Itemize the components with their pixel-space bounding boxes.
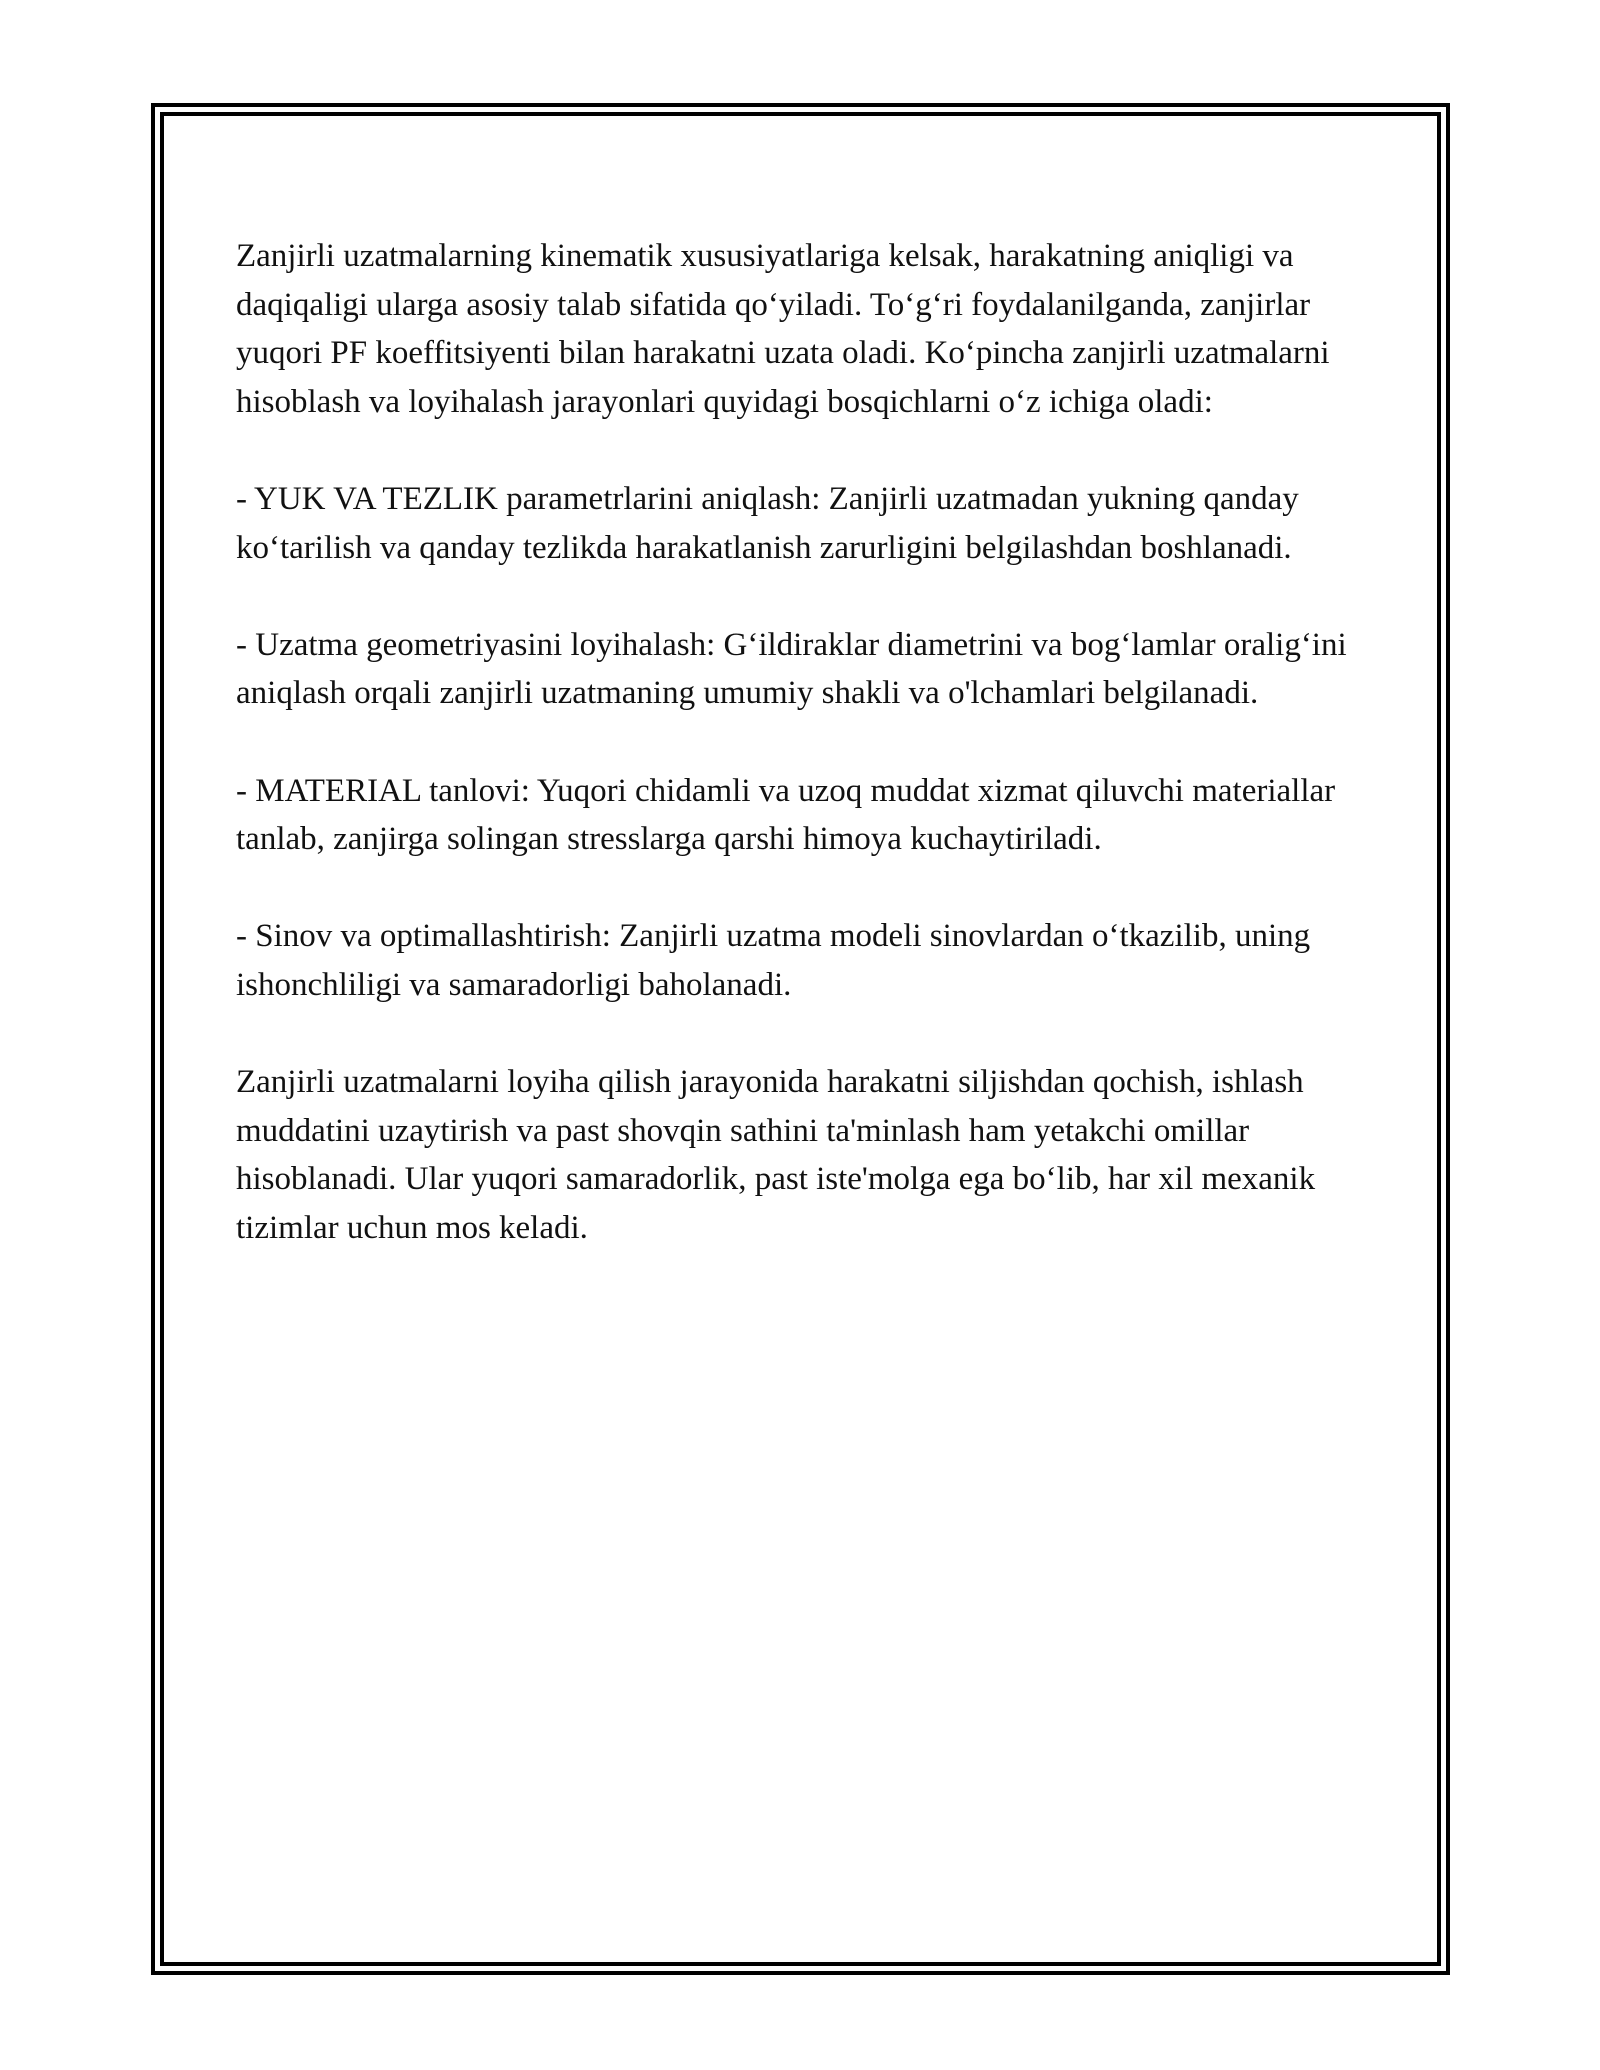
step-load-speed-paragraph: - YUK VA TEZLIK parametrlarini aniqlash: Zanjirli uzatmadan yukning qanday ko‘tarilish va qanday tezlikda harakatlanish zarurligini belgilashdan boshlanadi.	[236, 480, 1299, 566]
step-geometry-paragraph: - Uzatma geometriyasini loyihalash: G‘ildiraklar diametrini va bog‘lamlar oralig‘ini aniqlash orqali zanjirli uzatmaning umumiy shakli va o'lchamlari belgilanadi.	[236, 626, 1347, 712]
document-body	[236, 232, 1386, 1301]
step-testing-paragraph: - Sinov va optimallashtirish: Zanjirli uzatma modeli sinovlardan o‘tkazilib, uning ishonchliligi va samaradorligi baholanadi.	[236, 918, 1311, 1003]
conclusion-paragraph: Zanjirli uzatmalarni loyiha qilish jarayonida harakatni siljishdan qochish, ishlash muddatini uzaytirish va past shovqin sathini ta'minlash ham yetakchi omillar hisoblanadi. Ular yuqori samaradorlik, past iste'molga ega bo‘lib, har xil mexanik tizimlar uchun mos keladi.	[236, 1064, 1316, 1246]
intro-paragraph: Zanjirli uzatmalarning kinematik xususiyatlariga kelsak, harakatning aniqligi va daqiqaligi ularga asosiy talab sifatida qo‘yiladi. To‘g‘ri foydalanilganda, zanjirlar yuqori PF koeffitsiyenti bilan harakatni uzata oladi. Ko‘pincha zanjirli uzatmalarni hisoblash va loyihalash jarayonlari quyidagi bosqichlarni o‘z ichiga oladi:	[236, 238, 1330, 420]
step-material-paragraph: - MATERIAL tanlovi: Yuqori chidamli va uzoq muddat xizmat qiluvchi materiallar tanlab, zanjirga solingan stresslarga qarshi himoya kuchaytiriladi.	[236, 772, 1336, 858]
